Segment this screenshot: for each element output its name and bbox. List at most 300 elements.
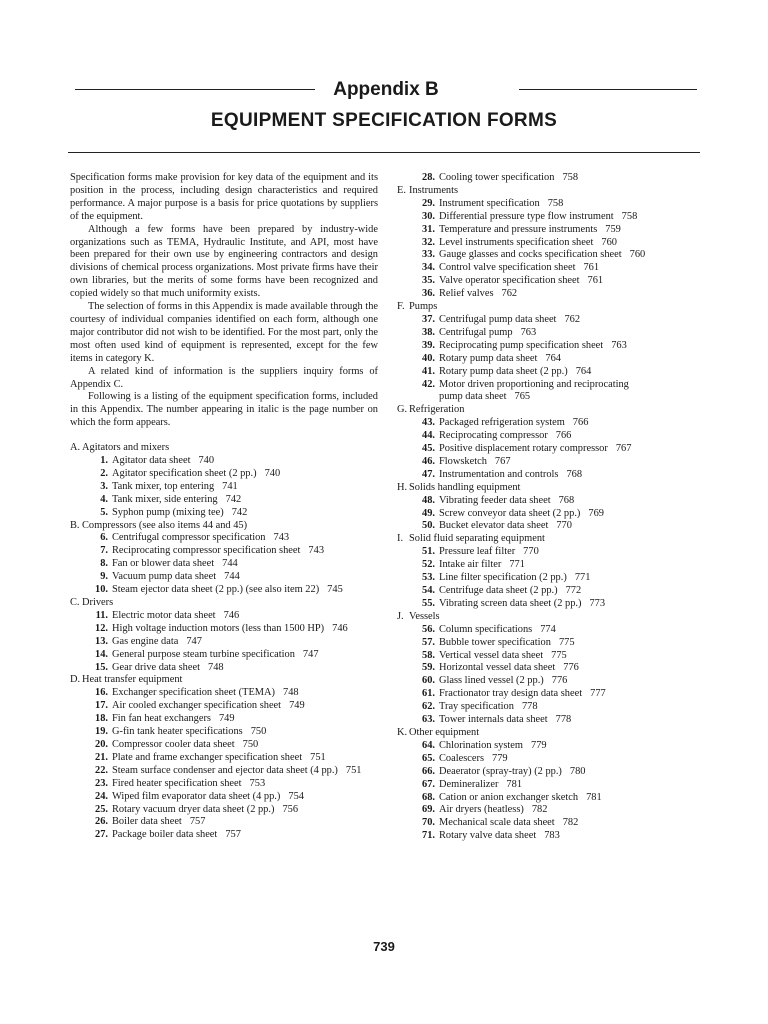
item-label: Rotary valve data sheet	[439, 830, 537, 842]
list-item	[397, 817, 697, 830]
item-number: 43.	[422, 417, 435, 429]
item-number: 7.	[100, 545, 108, 557]
item-number: 23.	[95, 777, 108, 789]
item-number: 9.	[100, 571, 108, 583]
item-page-number: 780	[569, 765, 586, 777]
category-letter: D.	[70, 674, 81, 686]
category-heading	[70, 597, 378, 610]
item-page-number: 783	[544, 830, 560, 842]
list-item	[70, 558, 378, 571]
item-page-number: 742	[225, 493, 242, 505]
item-page-number: 743	[308, 545, 325, 557]
item-label: Package boiler data sheet	[112, 829, 218, 841]
category-letter: G.	[397, 404, 408, 416]
item-label: Packaged refrigeration system	[439, 417, 565, 429]
item-label: Tank mixer, side entering	[112, 493, 218, 505]
item-label: Control valve specification sheet	[439, 262, 576, 274]
intro-paragraph: Although a few forms have been prepared by industry-wide organizations such as TEMA, Hydraulic Institute, and API, most have been prepared for their own use by engineering contractors and design divisions of chemical process organizations. Most private firms have their own libraries, but the merits of some forms have been recognized and copied widely so that much uniformity exists.	[70, 223, 378, 300]
item-page-number: 771	[509, 559, 525, 571]
item-number: 17.	[95, 700, 108, 712]
item-page-number: 776	[551, 675, 568, 687]
category-label: Drivers	[82, 597, 114, 608]
intro-paragraph: Specification forms make provision for key data of the equipment and its position in the process, including design characteristics and required performance. A major purpose is a basis for price quotations by suppliers of the equipment.	[70, 172, 378, 222]
item-page-number: 779	[531, 739, 547, 751]
item-number: 44.	[422, 430, 435, 442]
list-item	[397, 766, 697, 779]
item-page-number: 767	[615, 443, 632, 455]
list-item	[397, 559, 697, 572]
intro-paragraph: A related kind of information is the suppliers inquiry forms of Appendix C.	[70, 365, 378, 390]
list-item	[397, 624, 697, 637]
list-item	[397, 508, 697, 521]
item-label: Glass lined vessel (2 pp.)	[439, 675, 544, 687]
list-item	[70, 584, 378, 597]
item-page-number: 760	[601, 236, 617, 248]
list-item	[70, 765, 378, 778]
item-page-number: 751	[310, 751, 326, 763]
item-label: Syphon pump (mixing tee)	[112, 506, 224, 518]
item-number: 45.	[422, 443, 435, 455]
item-page-number: 747	[186, 635, 202, 647]
list-item	[397, 495, 697, 508]
category-letter: C.	[70, 597, 80, 608]
item-label: Intake air filter	[439, 559, 502, 571]
item-page-number: 766	[572, 417, 589, 429]
item-number: 71.	[422, 830, 435, 842]
item-label: Vacuum pump data sheet	[112, 571, 217, 583]
item-number: 51.	[422, 546, 435, 558]
category-label: Other equipment	[409, 726, 480, 738]
item-page-number: 770	[523, 546, 539, 558]
item-label: Tower internals data sheet	[439, 714, 548, 726]
item-label: Tank mixer, top entering	[112, 480, 215, 492]
item-number: 49.	[422, 507, 435, 519]
item-page-number: 767	[494, 455, 511, 467]
list-item	[397, 688, 697, 701]
intro-text	[70, 172, 378, 430]
item-page-number: 747	[302, 648, 319, 660]
item-number: 41.	[422, 365, 435, 377]
page-title: EQUIPMENT SPECIFICATION FORMS	[210, 110, 558, 131]
list-item	[397, 701, 697, 714]
item-page-number: 765	[514, 391, 531, 403]
item-label: Air dryers (heatless)	[439, 804, 524, 816]
category-letter: K.	[397, 726, 408, 738]
list-item	[397, 327, 697, 340]
item-label: Flowsketch	[439, 455, 487, 467]
list-item	[70, 713, 378, 726]
item-page-number: 775	[551, 649, 567, 661]
category-letter: H.	[397, 481, 408, 493]
item-page-number: 759	[605, 223, 621, 235]
item-page-number: 753	[249, 777, 266, 789]
category-letter: B.	[70, 519, 80, 531]
list-item	[70, 816, 378, 829]
form-list-left	[70, 442, 378, 842]
item-page-number: 744	[222, 558, 238, 570]
list-item	[70, 532, 378, 545]
list-item	[397, 520, 697, 533]
item-number: 54.	[422, 585, 435, 596]
list-item	[397, 585, 697, 598]
item-page-number: 768	[566, 468, 583, 480]
list-item	[397, 637, 697, 650]
category-letter: A.	[70, 442, 81, 454]
item-page-number: 745	[327, 584, 343, 596]
item-number: 29.	[422, 197, 435, 209]
item-number: 37.	[422, 313, 435, 325]
item-page-number: 776	[563, 662, 579, 674]
item-label: Bubble tower specification	[439, 636, 551, 648]
item-number: 21.	[95, 751, 108, 763]
category-label: Vessels	[409, 610, 440, 622]
item-page-number: 743	[273, 532, 290, 544]
item-number: 56.	[422, 623, 435, 635]
item-number: 4.	[100, 493, 108, 505]
list-item	[70, 804, 378, 817]
category-letter: F.	[397, 301, 405, 313]
item-label: Wiped film evaporator data sheet (4 pp.)	[112, 790, 281, 802]
list-item	[70, 481, 378, 494]
item-label: Agitator data sheet	[112, 455, 191, 467]
item-page-number: 756	[282, 803, 299, 815]
item-number: 52.	[422, 559, 435, 571]
item-page-number: 742	[231, 506, 248, 518]
list-item	[397, 379, 697, 392]
list-item	[397, 804, 697, 817]
item-label: Fan or blower data sheet	[112, 558, 215, 570]
list-item	[70, 468, 378, 481]
list-item	[397, 753, 697, 766]
category-heading	[70, 520, 378, 533]
list-item	[70, 778, 378, 791]
item-label: Gear drive data sheet	[112, 661, 200, 673]
item-page-number: 751	[345, 764, 362, 776]
item-label: Reciprocating pump specification sheet	[439, 339, 604, 351]
item-number: 15.	[95, 661, 108, 673]
item-label: Differential pressure type flow instrument	[439, 210, 614, 222]
item-page-number: 758	[562, 172, 579, 183]
item-label: Compressor cooler data sheet	[112, 738, 235, 750]
item-number: 46.	[422, 455, 435, 467]
item-page-number: 772	[565, 585, 582, 596]
item-label: Deaerator (spray-tray) (2 pp.)	[439, 765, 562, 777]
item-label: Boiler data sheet	[112, 816, 182, 828]
item-number: 18.	[95, 713, 108, 725]
list-item	[397, 443, 697, 456]
item-page-number: 763	[520, 326, 537, 338]
item-label: Pressure leaf filter	[439, 546, 516, 558]
list-item	[397, 469, 697, 482]
item-number: 48.	[422, 494, 435, 506]
item-label: Centrifugal pump	[439, 326, 513, 338]
item-page-number: 748	[208, 661, 224, 673]
item-page-number: 768	[558, 494, 575, 506]
item-number: 16.	[95, 687, 108, 699]
item-page-number: 748	[283, 687, 299, 699]
item-number: 67.	[422, 778, 435, 790]
item-number: 68.	[422, 791, 435, 803]
item-label: Tray specification	[439, 701, 514, 713]
item-label: Fired heater specification sheet	[112, 777, 242, 789]
left-column	[70, 172, 378, 842]
category-label: Agitators and mixers	[82, 442, 170, 454]
title-rule	[68, 152, 700, 153]
item-number: 5.	[100, 506, 108, 518]
list-item	[70, 687, 378, 700]
item-label: Instrument specification	[439, 197, 540, 209]
item-label: Demineralizer	[439, 778, 499, 790]
item-number: 47.	[422, 468, 435, 480]
appendix-header	[75, 81, 697, 99]
item-number: 1.	[100, 455, 108, 467]
list-item	[397, 546, 697, 559]
page-number: 739	[373, 939, 395, 954]
list-item	[397, 314, 697, 327]
item-page-number: 782	[531, 804, 548, 816]
list-item	[397, 353, 697, 366]
item-label: Level instruments specification sheet	[439, 236, 594, 248]
list-item	[70, 610, 378, 623]
item-number: 30.	[422, 210, 435, 222]
list-item	[397, 740, 697, 753]
list-item	[397, 714, 697, 727]
item-number: 11.	[95, 609, 108, 621]
list-item	[397, 288, 697, 301]
item-number: 12.	[95, 622, 108, 634]
item-page-number: 764	[575, 365, 592, 377]
list-item	[70, 649, 378, 662]
list-item	[397, 249, 697, 262]
item-page-number: 778	[521, 701, 538, 713]
list-item	[70, 571, 378, 584]
item-page-number: 775	[558, 636, 575, 648]
right-column	[397, 172, 697, 843]
item-number: 65.	[422, 752, 435, 764]
item-label: Air cooled exchanger specification sheet	[112, 700, 282, 712]
item-label: Rotary vacuum dryer data sheet (2 pp.)	[112, 803, 275, 815]
item-number: 62.	[422, 701, 435, 713]
category-label: Pumps	[409, 301, 438, 313]
list-item	[70, 636, 378, 649]
list-item	[397, 417, 697, 430]
category-label: Solid fluid separating equipment	[409, 533, 545, 545]
form-list-right	[397, 172, 697, 843]
list-item	[397, 792, 697, 805]
item-page-number: 764	[545, 352, 561, 364]
category-letter: E.	[397, 184, 406, 196]
list-item	[70, 700, 378, 713]
item-label: Centrifugal compressor specification	[112, 532, 266, 544]
item-number: 24.	[95, 790, 108, 802]
category-label: Compressors (see also items 44 and 45)	[82, 519, 248, 531]
category-letter: J.	[397, 610, 404, 622]
item-number: 38.	[422, 326, 435, 338]
list-item	[70, 455, 378, 468]
item-number: 10.	[95, 584, 108, 596]
item-page-number: 771	[574, 572, 591, 584]
item-page-number: 779	[492, 752, 508, 764]
item-page-number: 749	[218, 713, 235, 725]
item-number: 2.	[100, 467, 108, 479]
item-label: High voltage induction motors (less than 1500 HP)	[112, 622, 325, 634]
list-item	[397, 779, 697, 792]
item-label: Valve operator specification sheet	[439, 275, 580, 287]
item-number: 61.	[422, 688, 435, 700]
item-number: 64.	[422, 739, 435, 751]
item-number: 26.	[95, 816, 108, 828]
list-item	[70, 623, 378, 636]
list-item	[70, 752, 378, 765]
list-item	[70, 739, 378, 752]
item-page-number: 761	[583, 262, 600, 274]
item-number: 70.	[422, 817, 435, 829]
item-page-number: 757	[189, 816, 206, 828]
item-label: Centrifugal pump data sheet	[439, 313, 557, 325]
intro-paragraph: The selection of forms in this Appendix is made available through the courtesy of individual companies identified on each form, although one major contributor did not wish to be identified. For the most part, only the most often used kind of equipment is represented, except for the few items in category K.	[70, 301, 379, 364]
item-number: 32.	[422, 236, 435, 248]
item-page-number: 762	[501, 288, 518, 300]
item-number: 28.	[422, 172, 435, 183]
item-number: 31.	[422, 223, 435, 235]
item-page-number: 741	[222, 480, 238, 492]
item-page-number: 744	[224, 571, 240, 583]
item-label: Column specifications	[439, 623, 533, 635]
intro-paragraph: Following is a listing of the equipment specification forms, included in this Appendix. The number appearing in italic is the page number on which the form appears.	[70, 391, 378, 429]
item-number: 57.	[422, 636, 435, 648]
list-item	[70, 726, 378, 739]
list-item	[397, 211, 697, 224]
list-item	[397, 262, 697, 275]
item-label: Bucket elevator data sheet	[439, 520, 549, 532]
item-label: Rotary pump data sheet (2 pp.)	[439, 365, 568, 377]
category-heading	[397, 482, 697, 495]
item-label: Cation or anion exchanger sketch	[439, 791, 579, 803]
item-label: Steam ejector data sheet (2 pp.) (see also item 22)	[112, 584, 320, 596]
item-label: Positive displacement rotary compressor	[439, 443, 608, 455]
item-label: Coalescers	[439, 752, 485, 764]
item-label: Relief valves	[439, 288, 494, 300]
list-item	[397, 662, 697, 675]
category-heading	[397, 727, 697, 740]
item-page-number: 781	[586, 791, 602, 803]
category-heading	[397, 185, 697, 198]
item-page-number: 761	[587, 275, 604, 287]
item-label: Fin fan heat exchangers	[112, 713, 211, 725]
item-label: G-fin tank heater specifications	[112, 726, 243, 738]
item-page-number: 774	[540, 623, 556, 635]
category-heading	[397, 611, 697, 624]
item-number: 60.	[422, 675, 435, 687]
item-page-number: 757	[225, 829, 241, 841]
item-label: Rotary pump data sheet	[439, 352, 538, 364]
list-item	[397, 366, 697, 379]
item-label: Fractionator tray design data sheet	[439, 688, 583, 700]
item-number: 39.	[422, 339, 435, 351]
list-item	[397, 430, 697, 443]
item-number: 20.	[95, 738, 108, 750]
item-page-number: 754	[288, 790, 304, 802]
item-number: 55.	[422, 597, 435, 609]
item-label: Screw conveyor data sheet (2 pp.)	[439, 507, 581, 519]
item-number: 63.	[422, 714, 435, 726]
list-item	[397, 224, 697, 237]
item-page-number: 778	[555, 714, 572, 726]
item-number: 33.	[422, 249, 435, 261]
list-item	[397, 275, 697, 288]
item-page-number: 762	[564, 313, 581, 325]
item-page-number: 750	[242, 738, 259, 750]
item-number: 69.	[422, 804, 435, 816]
category-heading	[70, 674, 378, 687]
item-number: 53.	[422, 572, 435, 584]
item-number: 40.	[422, 352, 435, 364]
item-label: Instrumentation and controls	[439, 468, 559, 480]
list-item	[70, 829, 378, 842]
item-number: 27.	[95, 829, 108, 841]
item-page-number: 740	[264, 467, 281, 479]
item-number: 66.	[422, 765, 435, 777]
list-item	[397, 572, 697, 585]
list-item	[397, 198, 697, 211]
list-item	[397, 340, 697, 353]
category-heading	[397, 301, 697, 314]
item-page-number: 749	[289, 700, 305, 712]
item-number: 14.	[95, 648, 108, 660]
category-label: Solids handling equipment	[409, 481, 521, 493]
item-label: Steam surface condenser and ejector data sheet (4 pp.)	[112, 764, 338, 776]
item-number: 59.	[422, 662, 435, 674]
category-label: Instruments	[409, 184, 459, 196]
item-label: Cooling tower specification	[439, 172, 555, 183]
item-page-number: 746	[332, 622, 348, 634]
item-label: Vibrating feeder data sheet	[439, 494, 551, 506]
item-number: 22.	[95, 764, 108, 776]
list-item	[397, 675, 697, 688]
item-number: 13.	[95, 635, 108, 647]
list-item	[70, 545, 378, 558]
item-number: 50.	[422, 520, 435, 532]
item-label: pump data sheet	[439, 391, 507, 403]
item-number: 36.	[422, 288, 435, 300]
list-item	[70, 662, 378, 675]
item-page-number: 763	[611, 339, 627, 351]
list-item	[70, 507, 378, 520]
list-item-continuation	[397, 391, 697, 404]
category-heading	[397, 533, 697, 546]
item-label: Chlorination system	[439, 739, 523, 751]
item-page-number: 770	[556, 520, 572, 532]
item-page-number: 750	[250, 726, 267, 738]
item-number: 3.	[100, 480, 108, 492]
item-page-number: 740	[198, 455, 215, 467]
item-number: 6.	[100, 532, 108, 544]
list-item	[70, 791, 378, 804]
item-label: Motor driven proportioning and reciprocating	[439, 378, 629, 390]
list-item	[397, 598, 697, 611]
list-item	[397, 172, 697, 185]
item-number: 34.	[422, 262, 435, 274]
item-label: Line filter specification (2 pp.)	[439, 572, 567, 584]
category-letter: I.	[397, 533, 404, 545]
item-label: Exchanger specification sheet (TEMA)	[112, 687, 276, 699]
item-label: Agitator specification sheet (2 pp.)	[112, 467, 257, 479]
category-label: Heat transfer equipment	[82, 674, 183, 686]
item-label: Reciprocating compressor	[439, 430, 548, 442]
item-number: 25.	[95, 803, 108, 815]
item-page-number: 773	[589, 597, 606, 609]
appendix-label: Appendix B	[329, 79, 443, 100]
